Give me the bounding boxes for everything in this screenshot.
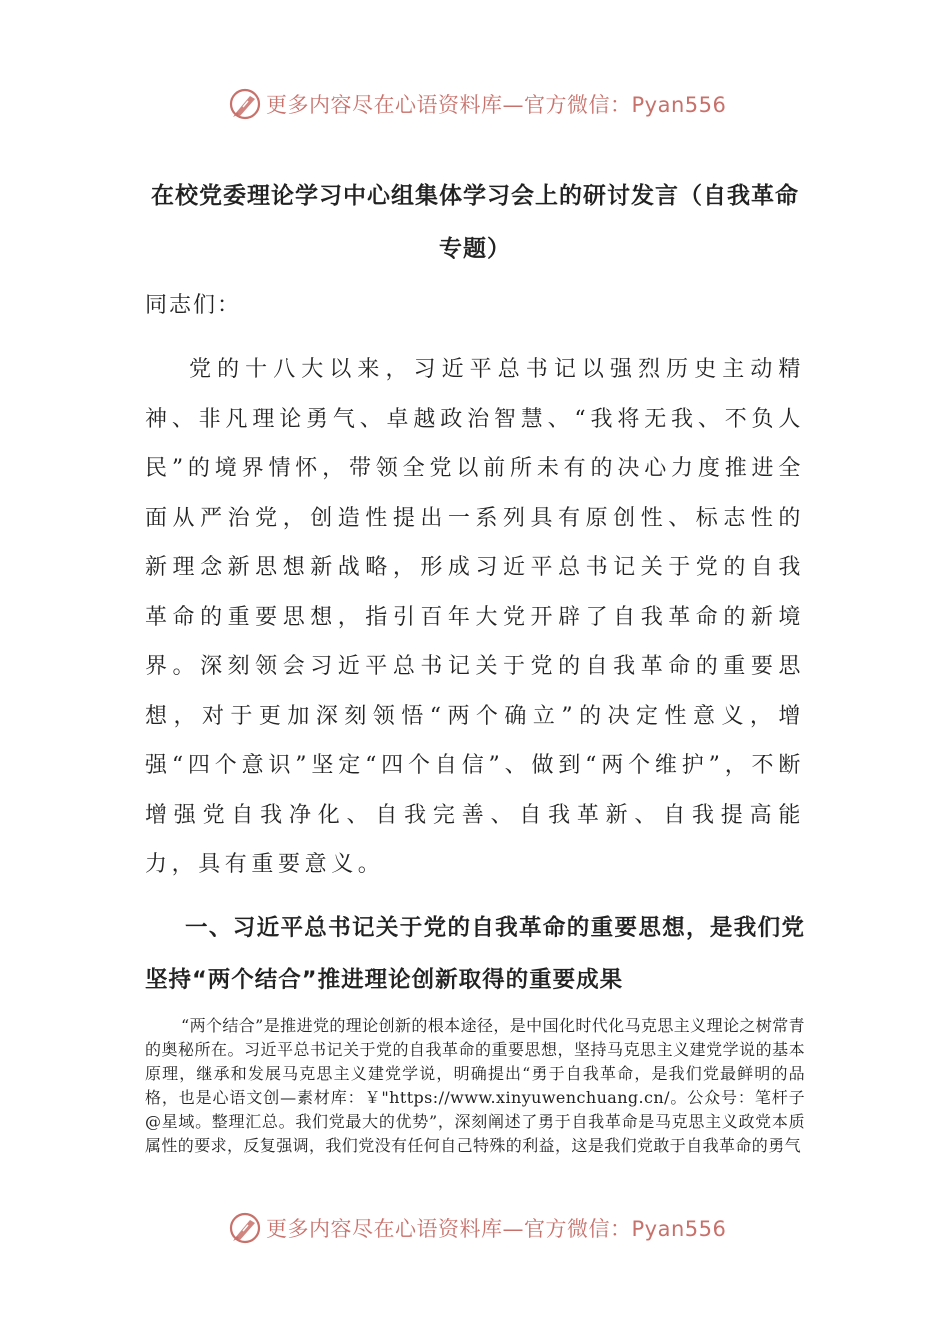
pen-nib-icon — [228, 87, 262, 121]
pen-nib-icon — [228, 1211, 262, 1245]
document-title: 在校党委理论学习中心组集体学习会上的研讨发言（自我革命专题） — [151, 183, 799, 262]
banner-text: 更多内容尽在心语资料库—官方微信：Pyan556 — [266, 93, 727, 117]
banner-text: 更多内容尽在心语资料库—官方微信：Pyan556 — [266, 1217, 727, 1241]
section-heading: 一、习近平总书记关于党的自我革命的重要思想，是我们党坚持“两个结合”推进理论创新取得的重要成果 — [145, 915, 805, 993]
body-paragraph: “两个结合”是推进党的理论创新的根本途径，是中国化时代化马克思主义理论之树常青的奥秘所在。习近平总书记关于党的自我革命的重要思想，坚持马克思主义建党学说的基本原理，继承和发展马克思主义建党学说，明确提出“勇于自我革命，是我们党最鲜明的品格，也是心语文创—素材库：￥"https://www.xinyuwenchuang.cn/。公众号：笔杆子@星域。整理汇总。我们党最大的优势”，深刻阐述了勇于自我革命是马克思主义政党本质属性的要求，反复强调，我们党没有任何自己特殊的利益，这是我们党敢于自我革命的勇气 — [145, 1016, 805, 1155]
body-paragraph: 党的十八大以来，习近平总书记以强烈历史主动精神、非凡理论勇气、卓越政治智慧、“我将无我、不负人民”的境界情怀，带领全党以前所未有的决心力度推进全面从严治党，创造性提出一系列具有原创性、标志性的新理念新思想新战略，形成习近平总书记关于党的自我革命的重要思想，指引百年大党开辟了自我革命的新境界。深刻领会习近平总书记关于党的自我革命的重要思想，对于更加深刻领悟“两个确立”的决定性意义，增强“四个意识”坚定“四个自信”、做到“两个维护”，不断增强党自我净化、自我完善、自我革新、自我提高能力，具有重要意义。 — [145, 357, 805, 877]
footer-watermark-banner — [228, 1208, 748, 1248]
salutation: 同志们： — [145, 293, 242, 318]
header-watermark-banner — [228, 84, 748, 124]
